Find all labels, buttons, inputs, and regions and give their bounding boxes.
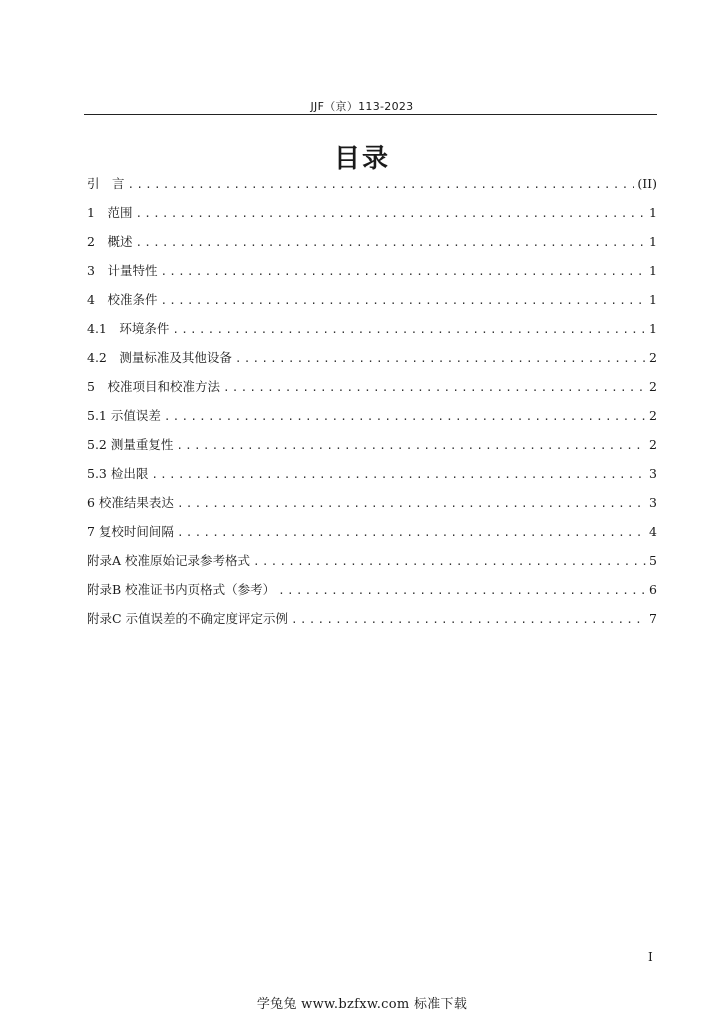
toc-entry-page: 1	[649, 321, 657, 336]
table-of-contents	[87, 174, 657, 638]
toc-dot-leader	[135, 233, 646, 253]
toc-entry-page: 1	[649, 234, 657, 249]
document-code: JJF（京）113-2023	[310, 100, 414, 113]
toc-entry[interactable]	[87, 348, 657, 377]
toc-entry-page: 3	[649, 466, 657, 481]
toc-entry-label: 4.1 环境条件	[87, 321, 170, 336]
toc-entry[interactable]	[87, 580, 657, 609]
toc-dot-leader	[176, 436, 646, 456]
toc-entry-page: 3	[649, 495, 657, 510]
toc-dot-leader	[172, 320, 646, 340]
toc-dot-leader	[151, 465, 646, 485]
toc-entry[interactable]	[87, 290, 657, 319]
toc-entry-label: 1 范围	[87, 205, 133, 220]
header-divider	[84, 114, 657, 115]
toc-entry[interactable]	[87, 203, 657, 232]
toc-entry-label: 附录A 校准原始记录参考格式	[87, 553, 251, 568]
toc-dot-leader	[177, 494, 646, 514]
toc-entry-page: 2	[649, 350, 657, 365]
toc-entry[interactable]	[87, 261, 657, 290]
toc-entry-page: 1	[649, 292, 657, 307]
toc-dot-leader	[223, 378, 646, 398]
toc-dot-leader	[160, 291, 646, 311]
toc-entry-label: 6 校准结果表达	[87, 495, 174, 510]
toc-entry-label: 5 校准项目和校准方法	[87, 379, 220, 394]
toc-entry[interactable]	[87, 522, 657, 551]
toc-entry-page: 1	[649, 263, 657, 278]
toc-entry-label: 2 概述	[87, 234, 133, 249]
toc-entry-label: 5.2 测量重复性	[87, 437, 174, 452]
toc-dot-leader	[135, 204, 646, 224]
toc-entry-page: (II)	[637, 176, 657, 191]
toc-entry[interactable]	[87, 435, 657, 464]
toc-entry-page: 7	[649, 611, 657, 626]
toc-dot-leader	[235, 349, 646, 369]
toc-entry-label: 附录B 校准证书内页格式（参考）	[87, 582, 276, 597]
watermark-text: 学兔兔 www.bzfxw.com 标准下载	[256, 997, 468, 1012]
toc-entry-page: 2	[649, 408, 657, 423]
toc-entry-page: 6	[649, 582, 657, 597]
toc-entry-label: 3 计量特性	[87, 263, 158, 278]
toc-entry[interactable]	[87, 609, 657, 638]
toc-title: 目录	[333, 144, 390, 174]
toc-entry[interactable]	[87, 174, 657, 203]
page-number: I	[648, 950, 653, 964]
toc-entry-page: 4	[649, 524, 657, 539]
toc-entry-page: 1	[649, 205, 657, 220]
toc-entry[interactable]	[87, 406, 657, 435]
toc-dot-leader	[164, 407, 646, 427]
toc-entry[interactable]	[87, 464, 657, 493]
toc-entry[interactable]	[87, 377, 657, 406]
toc-dot-leader	[177, 523, 646, 543]
toc-entry-label: 5.1 示值误差	[87, 408, 161, 423]
toc-dot-leader	[291, 610, 646, 630]
toc-entry-label: 附录C 示值误差的不确定度评定示例	[87, 611, 289, 626]
toc-dot-leader	[253, 552, 646, 572]
toc-entry[interactable]	[87, 493, 657, 522]
toc-dot-leader	[160, 262, 646, 282]
toc-entry-label: 引 言	[87, 176, 125, 191]
toc-entry-label: 4.2 测量标准及其他设备	[87, 350, 232, 365]
toc-entry[interactable]	[87, 551, 657, 580]
toc-dot-leader	[128, 175, 635, 195]
toc-entry-label: 5.3 检出限	[87, 466, 149, 481]
toc-entry[interactable]	[87, 319, 657, 348]
toc-dot-leader	[278, 581, 646, 601]
toc-entry-label: 7 复校时间间隔	[87, 524, 174, 539]
toc-entry-label: 4 校准条件	[87, 292, 158, 307]
toc-entry-page: 2	[649, 379, 657, 394]
toc-entry-page: 5	[649, 553, 657, 568]
toc-entry-page: 2	[649, 437, 657, 452]
toc-entry[interactable]	[87, 232, 657, 261]
